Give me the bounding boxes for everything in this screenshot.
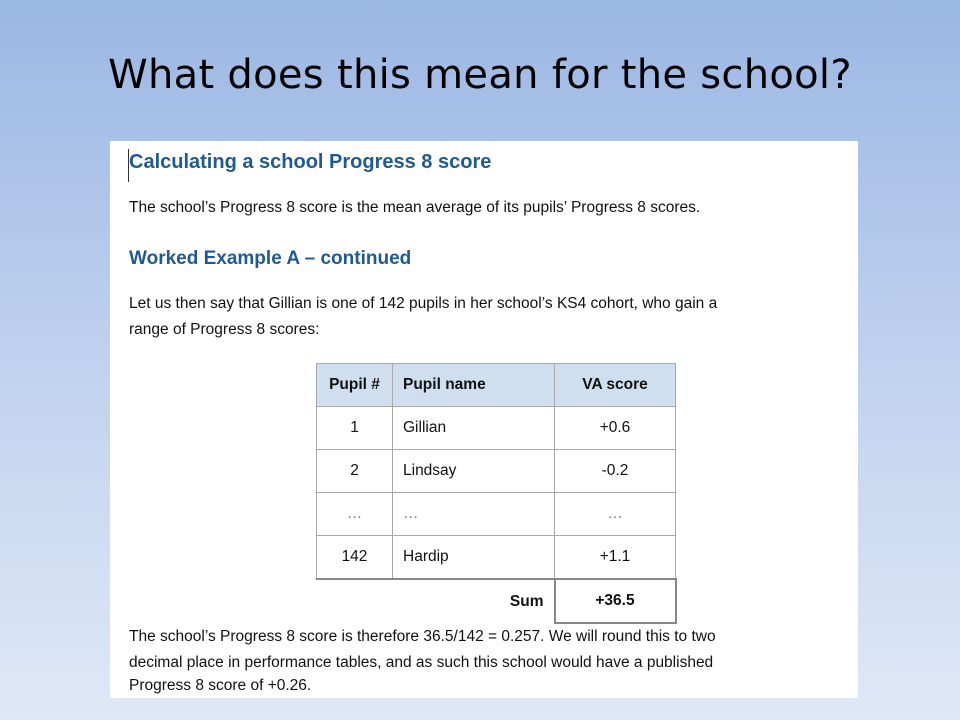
cell-pupil-number: 142: [317, 536, 393, 580]
doc-para-line-2: range of Progress 8 scores:: [129, 321, 320, 338]
doc-para-line-1: Let us then say that Gillian is one of 142 pupils in her school’s KS4 cohort, who gain a: [129, 295, 718, 312]
cell-pupil-number: 2: [317, 450, 393, 493]
table-row-ellipsis: [317, 493, 676, 536]
doc-conclusion-line-1: The school’s Progress 8 score is therefore 36.5/142 = 0.257. We will round this to two: [129, 628, 716, 645]
document-excerpt: [110, 141, 858, 698]
cell-va-score: +1.1: [555, 536, 676, 580]
cell-pupil-number: …: [317, 493, 393, 536]
doc-subheading: Worked Example A – continued: [129, 248, 412, 269]
doc-conclusion-line-3: Progress 8 score of +0.26.: [129, 677, 312, 694]
col-header-pupil-number: Pupil #: [317, 364, 393, 407]
doc-conclusion-line-2: decimal place in performance tables, and as such this school would have a published: [129, 654, 714, 671]
cell-va-score: …: [555, 493, 676, 536]
cell-pupil-name: …: [393, 493, 555, 536]
table-row: [317, 450, 676, 493]
table-row: [317, 407, 676, 450]
cell-pupil-name: Gillian: [393, 407, 555, 450]
table-row: [317, 536, 676, 580]
sum-label: Sum: [509, 592, 544, 610]
slide-title: What does this mean for the school?: [108, 52, 852, 98]
table-header-row: [317, 364, 676, 407]
doc-heading: Calculating a school Progress 8 score: [129, 151, 492, 173]
col-header-va-score: VA score: [555, 364, 676, 407]
cell-pupil-name: Hardip: [393, 536, 555, 580]
cell-va-score: +0.6: [555, 407, 676, 450]
pupil-scores-table: [316, 363, 677, 624]
col-header-pupil-name: Pupil name: [393, 364, 555, 407]
cell-va-score: -0.2: [555, 450, 676, 493]
sum-value: +36.5: [555, 579, 676, 623]
empty-cell: [317, 579, 393, 623]
cell-pupil-name: Lindsay: [393, 450, 555, 493]
table-sum-row: [317, 579, 676, 623]
doc-intro: The school’s Progress 8 score is the mean average of its pupils’ Progress 8 scores.: [129, 199, 701, 216]
cell-pupil-number: 1: [317, 407, 393, 450]
